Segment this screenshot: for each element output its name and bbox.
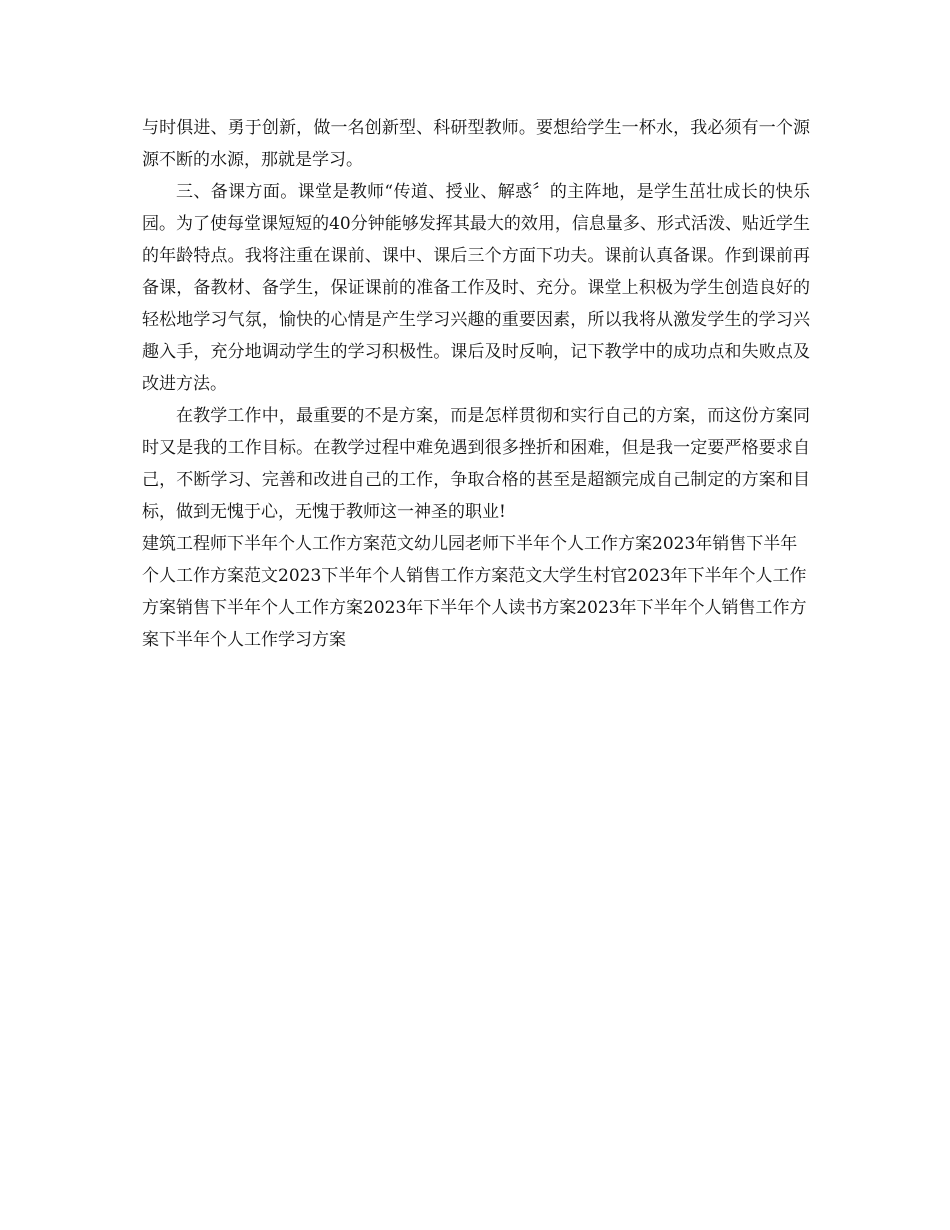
paragraph-1: 与时俱进、勇于创新，做一名创新型、科研型教师。要想给学生一杯水，我必须有一个源源不断的水源，那就是学习。 bbox=[142, 118, 810, 170]
paragraph-3: 在教学工作中，最重要的不是方案，而是怎样贯彻和实行自己的方案，而这份方案同时又是我的工作目标。在教学过程中难免遇到很多挫折和困难，但是我一定要严格要求自己，不断学习、完善和改进自己的工作，争取合格的甚至是超额完成自己制定的方案和目标，做到无愧于心，无愧于教师这一神圣的职业! bbox=[142, 406, 810, 522]
document-body bbox=[142, 112, 810, 656]
paragraph-2: 三、备课方面。课堂是教师“传道、授业、解惑〞的主阵地，是学生茁壮成长的快乐园。为了使每堂课短短的40分钟能够发挥其最大的效用，信息量多、形式活泼、贴近学生的年龄特点。我将注重在课前、课中、课后三个方面下功夫。课前认真备课。作到课前再备课，备教材、备学生，保证课前的准备工作及时、充分。课堂上积极为学生创造良好的轻松地学习气氛，愉快的心情是产生学习兴趣的重要因素，所以我将从激发学生的学习兴趣入手，充分地调动学生的学习积极性。课后及时反响，记下教学中的成功点和失败点及改进方法。 bbox=[142, 182, 810, 394]
related-links-text: 建筑工程师下半年个人工作方案范文幼儿园老师下半年个人工作方案2023年销售下半年个人工作方案范文2023下半年个人销售工作方案范文大学生村官2023年下半年个人工作方案销售下半年个人工作方案2023年下半年个人读书方案2023年下半年个人销售工作方案下半年个人工作学习方案 bbox=[142, 534, 807, 650]
